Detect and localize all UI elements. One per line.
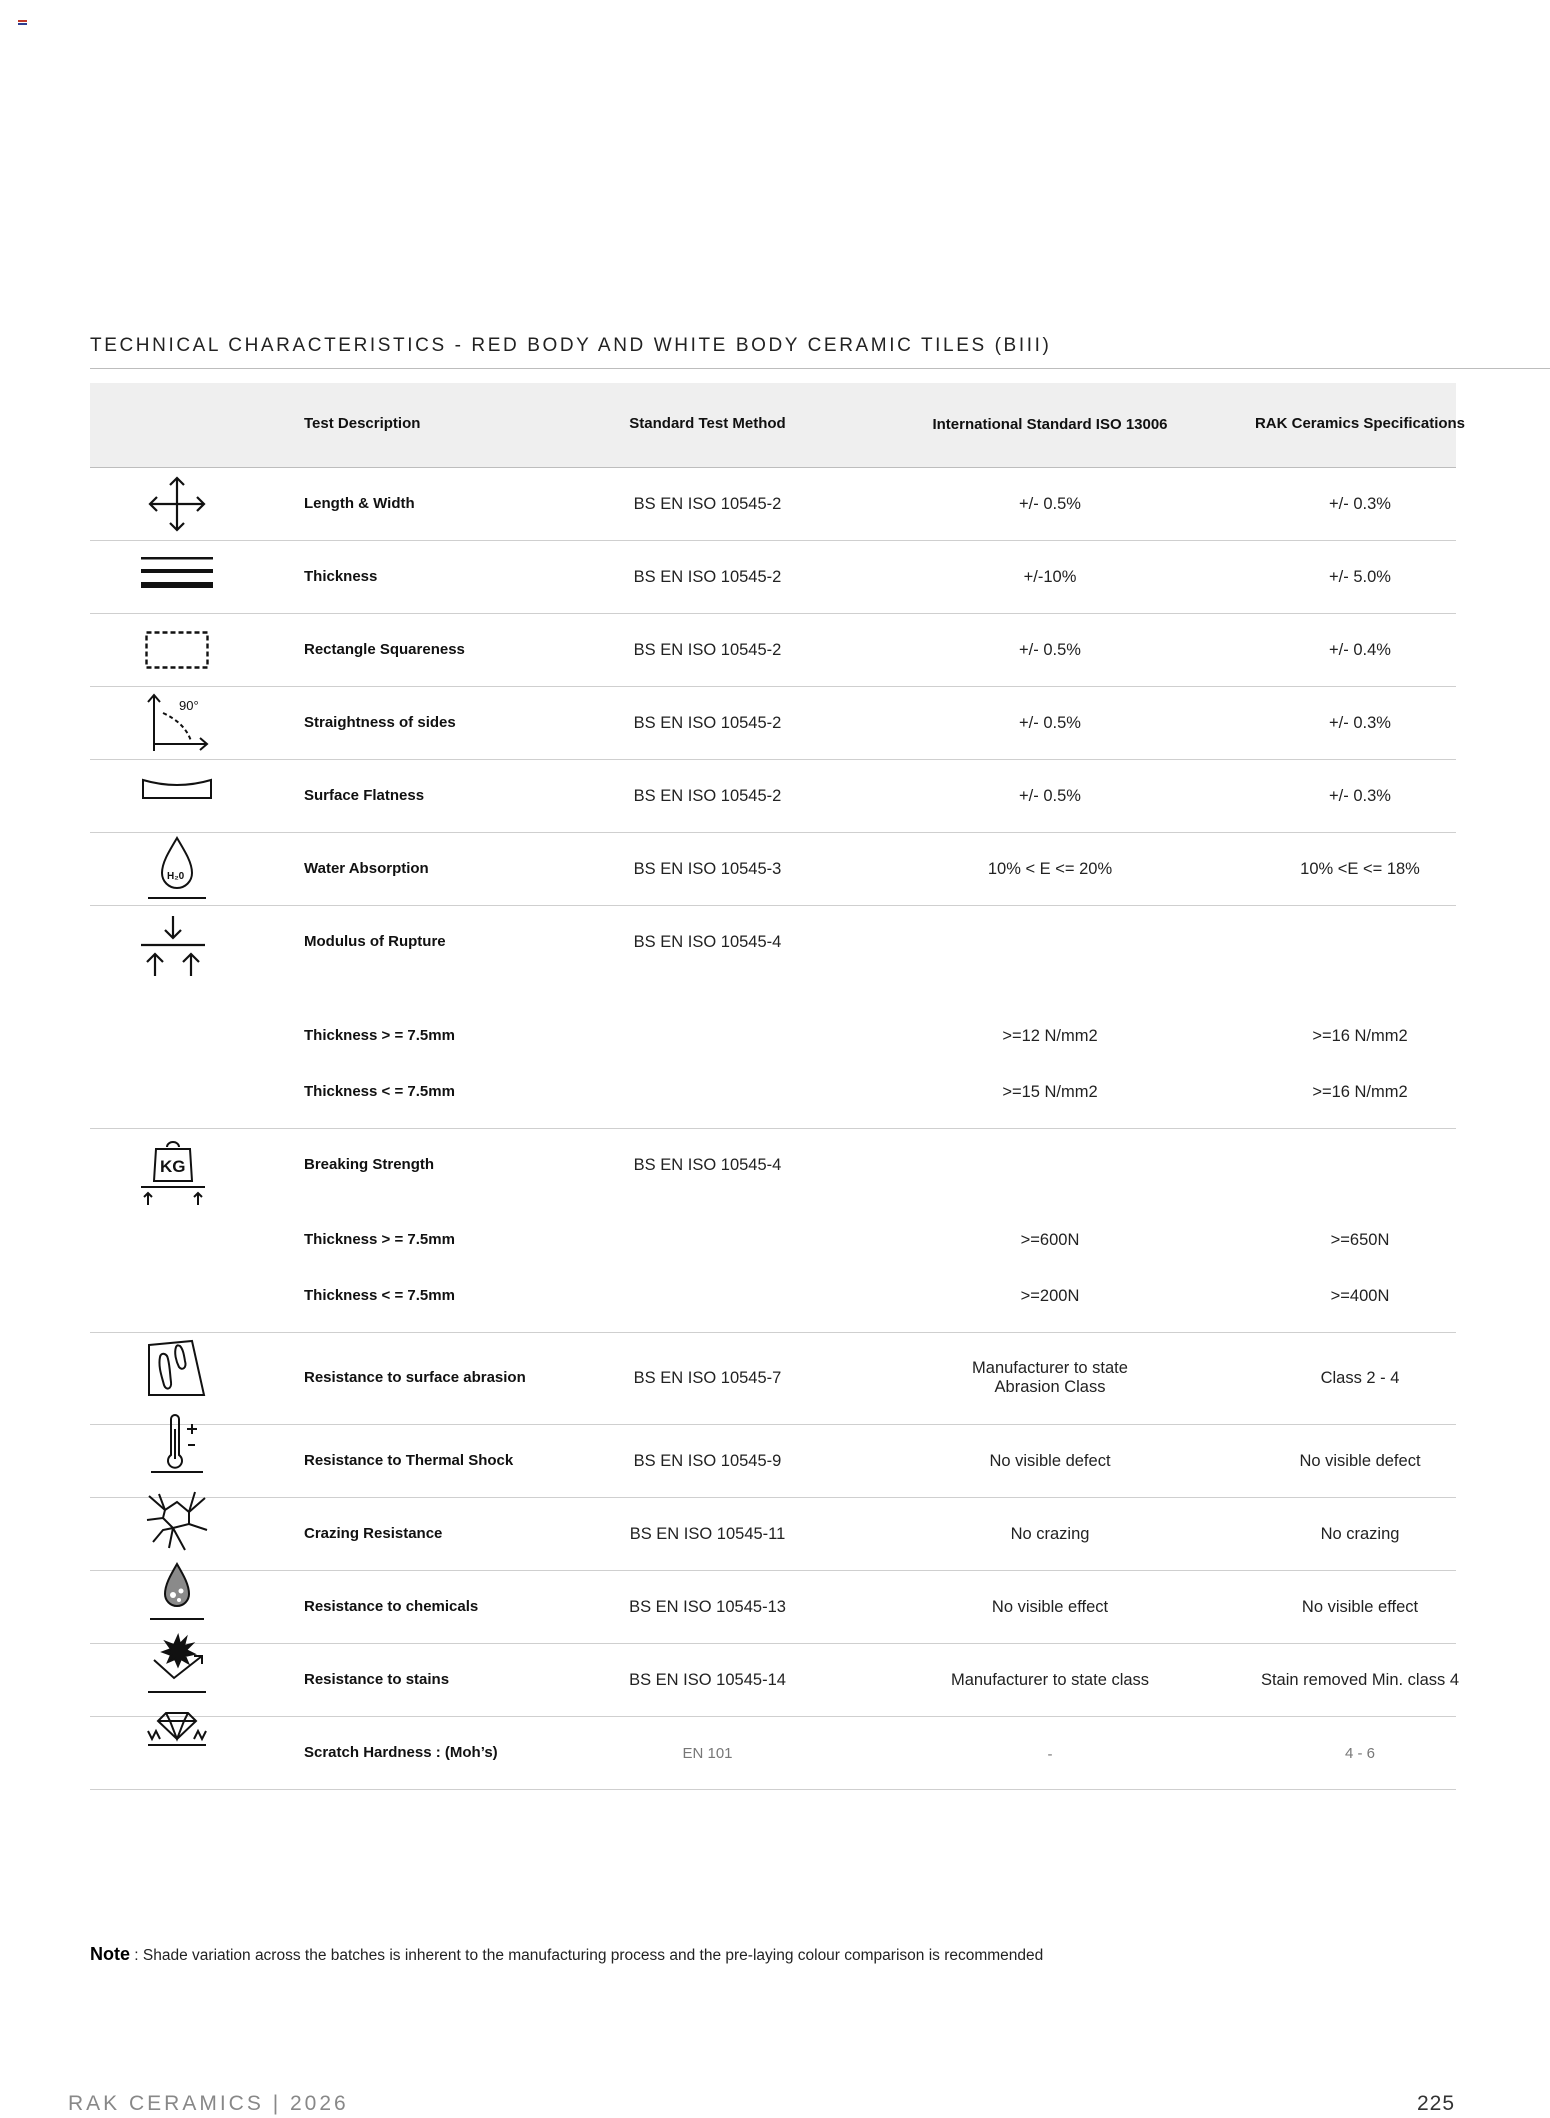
row-method: BS EN ISO 10545-11 bbox=[629, 1525, 786, 1543]
row-method: BS EN ISO 10545-2 bbox=[633, 787, 782, 805]
row-iso: +/- 0.5% bbox=[1019, 641, 1081, 659]
sub-description: Thickness < = 7.5mm bbox=[304, 1083, 455, 1100]
sub-rak: >=650N bbox=[1330, 1231, 1390, 1249]
stain-splash-icon bbox=[142, 1632, 212, 1696]
row-rak: No visible defect bbox=[1299, 1452, 1421, 1470]
right-angle-icon bbox=[142, 693, 212, 753]
footnote bbox=[90, 1944, 1043, 1965]
row-method: BS EN ISO 10545-2 bbox=[633, 714, 782, 732]
row-rak: +/- 0.4% bbox=[1329, 641, 1391, 659]
note-label: Note bbox=[90, 1944, 130, 1964]
row-description: Modulus of Rupture bbox=[304, 933, 446, 950]
row-description: Water Absorption bbox=[304, 860, 429, 877]
row-rak: +/- 0.3% bbox=[1329, 787, 1391, 805]
row-method: BS EN ISO 10545-7 bbox=[633, 1369, 782, 1387]
spec-table bbox=[90, 383, 1466, 1790]
row-description: Surface Flatness bbox=[304, 787, 425, 804]
sub-description: Thickness > = 7.5mm bbox=[304, 1231, 455, 1248]
table-row bbox=[90, 1129, 1456, 1333]
row-iso: +/- 0.5% bbox=[1019, 787, 1081, 805]
sub-rak: >=16 N/mm2 bbox=[1312, 1027, 1408, 1045]
row-iso: +/- 0.5% bbox=[1019, 495, 1081, 513]
table-row bbox=[90, 906, 1456, 1129]
row-description: Resistance to Thermal Shock bbox=[304, 1452, 514, 1469]
row-description: Straightness of sides bbox=[304, 714, 456, 731]
svg-text:H₂0: H₂0 bbox=[167, 871, 185, 882]
row-description: Scratch Hardness : (Moh’s) bbox=[304, 1744, 498, 1761]
surface-flatness-icon bbox=[142, 778, 212, 800]
svg-text:KG: KG bbox=[160, 1157, 186, 1176]
row-method: BS EN ISO 10545-9 bbox=[633, 1452, 782, 1470]
row-rak: 4 - 6 bbox=[1344, 1745, 1375, 1762]
table-row bbox=[90, 1717, 1456, 1790]
row-iso: No visible effect bbox=[991, 1598, 1109, 1616]
row-description: Crazing Resistance bbox=[304, 1525, 443, 1542]
chemical-drop-icon bbox=[142, 1561, 212, 1623]
row-description: Thickness bbox=[304, 568, 378, 585]
sub-iso: >=200N bbox=[1020, 1287, 1080, 1305]
row-rak: Stain removed Min. class 4 bbox=[1260, 1671, 1460, 1689]
table-row bbox=[90, 1644, 1460, 1717]
four-way-arrows-icon bbox=[142, 476, 212, 532]
row-iso: No visible defect bbox=[989, 1452, 1111, 1470]
language-flag-icon bbox=[18, 20, 27, 27]
sub-description: Thickness < = 7.5mm bbox=[304, 1287, 455, 1304]
table-row bbox=[90, 1571, 1456, 1644]
row-description: Resistance to surface abrasion bbox=[304, 1369, 526, 1386]
row-iso: No crazing bbox=[1010, 1525, 1090, 1543]
row-rak: No crazing bbox=[1320, 1525, 1400, 1543]
row-rak: No visible effect bbox=[1301, 1598, 1419, 1616]
table-row bbox=[90, 614, 1456, 687]
row-description: Resistance to stains bbox=[304, 1671, 450, 1688]
row-method: BS EN ISO 10545-4 bbox=[633, 1156, 782, 1174]
compression-arrows-icon bbox=[138, 914, 208, 976]
table-row bbox=[90, 833, 1456, 906]
row-description: Length & Width bbox=[304, 495, 415, 512]
row-method: BS EN ISO 10545-4 bbox=[633, 933, 782, 951]
row-description: Resistance to chemicals bbox=[304, 1598, 479, 1615]
row-iso: - bbox=[1047, 1746, 1053, 1763]
title-divider bbox=[90, 368, 1550, 369]
table-row bbox=[90, 468, 1456, 541]
row-rak: +/- 0.3% bbox=[1329, 495, 1391, 513]
row-iso: +/-10% bbox=[1023, 568, 1077, 586]
row-rak: +/- 0.3% bbox=[1329, 714, 1391, 732]
row-iso: 10% < E <= 20% bbox=[987, 860, 1113, 878]
footer-brand: RAK CERAMICS | 2026 bbox=[68, 2092, 349, 2115]
sub-rak: >=16 N/mm2 bbox=[1312, 1083, 1408, 1101]
header-description: Test Description bbox=[304, 415, 421, 432]
diamond-scratch-icon bbox=[142, 1709, 212, 1749]
row-method: BS EN ISO 10545-2 bbox=[633, 495, 782, 513]
table-row bbox=[90, 541, 1456, 614]
page-number: 225 bbox=[1417, 2092, 1456, 2115]
sub-iso: >=12 N/mm2 bbox=[1002, 1027, 1098, 1045]
water-drop-icon bbox=[142, 835, 212, 901]
table-row bbox=[90, 1498, 1456, 1571]
sub-iso: >=15 N/mm2 bbox=[1002, 1083, 1098, 1101]
row-iso: Manufacturer to state class bbox=[950, 1671, 1150, 1689]
row-iso: Manufacturer to state Abrasion Class bbox=[972, 1359, 1128, 1396]
footprint-abrasion-icon bbox=[142, 1337, 212, 1399]
thermometer-icon bbox=[142, 1415, 212, 1475]
svg-text:90°: 90° bbox=[179, 698, 199, 713]
row-description: Breaking Strength bbox=[304, 1156, 435, 1173]
header-rak: RAK Ceramics Specifications bbox=[1254, 415, 1466, 432]
weight-kg-icon bbox=[138, 1139, 208, 1205]
row-method: BS EN ISO 10545-3 bbox=[633, 860, 782, 878]
header-method: Standard Test Method bbox=[629, 415, 786, 432]
row-rak: Class 2 - 4 bbox=[1320, 1369, 1400, 1387]
table-header bbox=[90, 383, 1466, 468]
header-iso: International Standard ISO 13006 bbox=[932, 416, 1168, 433]
row-method: BS EN ISO 10545-2 bbox=[633, 568, 782, 586]
table-row bbox=[90, 687, 1456, 760]
page-title: TECHNICAL CHARACTERISTICS - RED BODY AND WHITE BODY CERAMIC TILES (BIII) bbox=[90, 335, 1052, 356]
row-method: EN 101 bbox=[682, 1745, 733, 1762]
row-method: BS EN ISO 10545-13 bbox=[629, 1598, 786, 1616]
row-rak: +/- 5.0% bbox=[1329, 568, 1391, 586]
table-row bbox=[90, 760, 1456, 833]
sub-rak: >=400N bbox=[1330, 1287, 1390, 1305]
sub-description: Thickness > = 7.5mm bbox=[304, 1027, 455, 1044]
row-method: BS EN ISO 10545-2 bbox=[633, 641, 782, 659]
crazing-cracks-icon bbox=[142, 1490, 212, 1552]
row-method: BS EN ISO 10545-14 bbox=[629, 1671, 786, 1689]
thickness-lines-icon bbox=[142, 555, 212, 589]
row-iso: +/- 0.5% bbox=[1019, 714, 1081, 732]
table-row bbox=[90, 1425, 1456, 1498]
note-text: : Shade variation across the batches is inherent to the manufacturing process and the pre-laying colour comparison is recommended bbox=[130, 1947, 1044, 1964]
row-description: Rectangle Squareness bbox=[304, 641, 465, 658]
dashed-rectangle-icon bbox=[142, 631, 212, 669]
sub-iso: >=600N bbox=[1020, 1231, 1080, 1249]
table-row bbox=[90, 1333, 1456, 1425]
row-rak: 10% <E <= 18% bbox=[1300, 860, 1420, 878]
